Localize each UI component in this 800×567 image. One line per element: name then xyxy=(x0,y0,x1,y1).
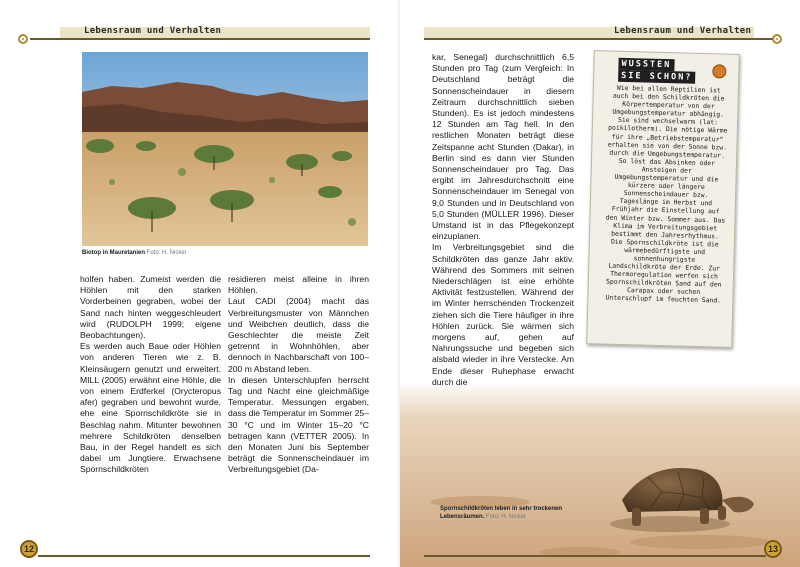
paragraph: Laut CADI (2004) macht das Verbreitungsmuster von Männchen und Weibchen deutlich, dass die Geschlechter die meiste Zeit getrennt in Wohnhöhlen, aber dennoch in Nachbarschaft von 100–200 m Abstand leben. xyxy=(228,296,369,374)
pin-icon xyxy=(712,64,726,78)
note-body: Wie bei allen Reptilien ist auch bei den Schildkröten die Körpertemperatur von der Umgebungstemperatur abhängig. Sie sind wechselwarm (lat: poikilotherm). Die nötige Wärme für ihre „Betriebstemperatur“ erhalten sie von der Sonne bzw. durch die Umgebungstemperatur. So löst das Absinken oder Ansteigen der Umgebungstemperatur und die kürzere oder längere Sonnenscheindauer bzw. Tageslänge im Herbst und Frühjahr die Einstellung auf den Winter bzw. Sommer aus. Das Klima im Verbreitungsgebiet bestimmt den Jahresrhythmus. Die Spornschildkröte ist die wärmebedürftigste und sonnenhungrigste Landschildkröte der Erde. Zur Thermoregulation werfen sich Spornschildkröten Sand auf den Carapax oder suchen Unterschlupf im feuchten Sand. xyxy=(605,83,728,305)
note-heading: SIE SCHON? xyxy=(618,70,695,84)
caption-credit: Foto: H. Nickel xyxy=(486,514,526,520)
header-rule xyxy=(424,38,774,40)
caption-text-line-1: Spornschildkröten leben in sehr trockenen xyxy=(440,506,563,512)
header-rule xyxy=(30,38,370,40)
paragraph: Im Verbreitungsgebiet sind die Schildkröten das ganze Jahr aktiv. Während des Sommers mit seinen Niederschlägen ist eine erhöhte Aktivität festzustellen. Während der im Winter herrschenden Trockenzeit ziehen sich die Tiere häufiger in ihre Höhlen zurück. Sie wärmen sich morgens auf, gehen auf Nahrungssuche und begeben sich alsbald wieder in ihre Verstecke. Am Ende dieser Ruhephase erwacht durch die xyxy=(432,242,574,387)
paragraph: holfen haben. Zumeist werden die Höhlen mit den starken Vorderbeinen gegraben, wobei der Sand nach hinten weggeschleudert wird (RUDOLPH 1999; eigene Beobachtungen). xyxy=(80,274,221,341)
note-heading: WUSSTEN xyxy=(618,58,674,71)
header-ornament-icon xyxy=(18,34,28,44)
caption-text: Biotop in Mauretanien xyxy=(82,250,145,256)
did-you-know-note xyxy=(586,50,740,348)
photo-caption xyxy=(82,249,368,257)
text-column xyxy=(432,52,574,388)
running-header: Lebensraum und Verhalten xyxy=(614,26,752,36)
header-ornament-icon xyxy=(772,34,782,44)
tortoise-photo xyxy=(400,382,800,567)
text-column-1 xyxy=(80,274,221,476)
caption-credit: Foto: H. Nickel xyxy=(146,250,187,256)
paragraph: residieren meist alleine in ihren Höhlen. xyxy=(228,274,369,296)
paragraph: kar, Senegal) durchschnittlich 6,5 Stunden pro Tag (zum Vergleich: In Deutschland beträgt die Sonnenscheindauer in diesem Zeitraum durchschnittlich sieben Stunden). Es ist jedoch mindestens 12 Stunden am Tag hell. In den restlichen Monaten beträgt diese Zeitspanne acht Stunden (Dakar), in Berlin sind es dann vier Stunden Sonnenscheindauer pro Tag. Das ergibt im Jahresdurchschnitt eine Sonnenscheindauer im Senegal von 9,0 Stunden und in Deutschland von 5,0 Stunden (MÜLLER 1996). Dieser Umstand ist in das Pflegekonzept einzuplanen. xyxy=(432,52,574,242)
caption-text-line-2: Lebensräumen. xyxy=(440,514,485,520)
paragraph: In diesen Unterschlupfen herrscht Tag und Nacht eine gleichmäßige Temperatur. Messungen ergaben, dass die Temperatur im Sommer 25–30 °C und im Winter 15–20 °C betragen kann (VETTER 2005). In den Monaten Juni bis September beträgt die Sonnenscheindauer im Verbreitungsgebiet (Da- xyxy=(228,374,369,475)
footer-rule xyxy=(38,555,370,557)
running-header: Lebensraum und Verhalten xyxy=(84,26,222,36)
text-column-2 xyxy=(228,274,369,476)
footer-rule xyxy=(424,555,766,557)
biotope-photo xyxy=(82,52,368,246)
paragraph: Es werden auch Baue oder Höhlen von anderen Tieren wie z. B. Kleinsäugern genutzt und erweitert. MILL (2005) erwähnt eine Höhle, die von einem Erdferkel (Orycteropus afer) gegraben und bewohnt wurde, ehe eine Spornschildkröte sie in Beschlag nahm. Mitunter bewohnen mehrere Schildkröten denselben Bau, in der Regel handelt es sich dabei um Jungtiere. Erwachsene Spornschildkröten xyxy=(80,341,221,475)
page-number: 12 xyxy=(20,540,38,558)
page-number: 13 xyxy=(764,540,782,558)
photo-caption xyxy=(440,505,610,521)
